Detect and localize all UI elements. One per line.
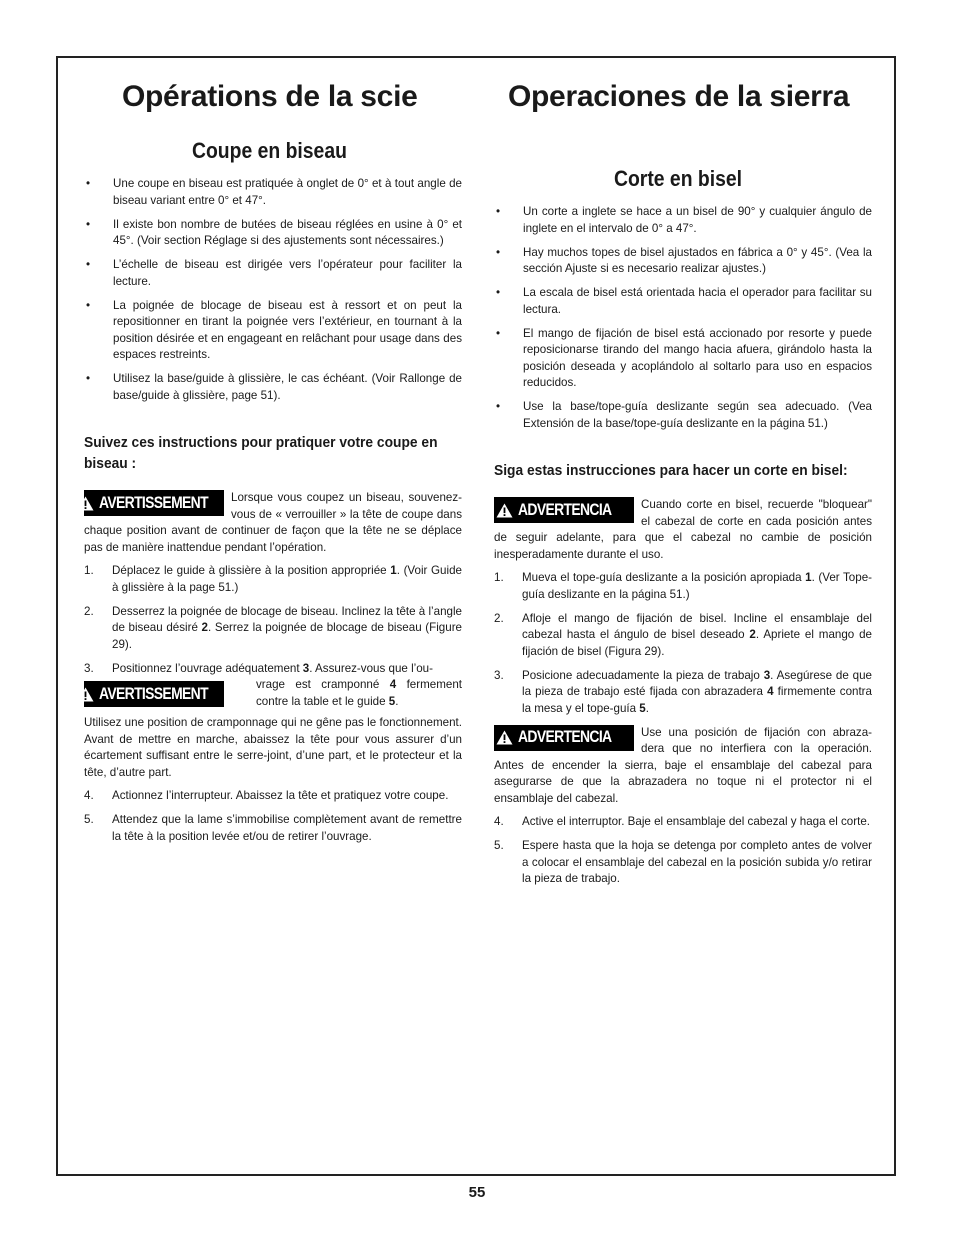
warning-triangle-icon [77,687,94,702]
list-item: • L’échelle de biseau est dirigée vers l’opérateur pour faciliter la lecture. [86,258,462,288]
list-item: • Un corte a inglete se hace a un bisel de 90° y cualquier ángulo de inglete en el intervalo de 0° a 47°. [496,205,872,235]
list-item: • Use la base/tope-guía deslizante según sea adecuado. (Vea Extensión de la base/tope-guía deslizante en la página 51.) [496,400,872,430]
french-title: Opérations de la scie [122,80,418,113]
list-item: • El mango de fijación de bisel está accionado por resorte y puede reposicionarse tirando del mango hacia afuera, girándolo hasta la posición deseada y acoplándolo al soltarlo para uso en espacios reducidos. [496,326,872,389]
bullet-glyph: • [86,258,91,271]
bullet-glyph: • [86,217,91,231]
warning-label: ADVERTENCIA [518,499,612,519]
bullet-glyph: • [496,205,501,218]
spanish-subtitle: Corte en bisel [614,166,743,191]
warning-badge [494,725,634,751]
list-item: • Il existe bon nombre de butées de biseau réglées en usine à 0° et 45°. (Voir section Réglage si des ajustements sont nécessaires.) [86,217,462,247]
warning-badge [84,681,224,707]
list-item: • La poignée de blocage de biseau est à ressort et on peut la repositionner en tirant la poignée vers l’extérieur, en tournant à la position désirée et en engageant en relâchant pour usage dans des espaces restreints. [86,298,462,361]
list-item: • La escala de bisel está orientada hacia el operador para facilitar su lectura. [496,286,872,316]
warning-label: AVERTISSEMENT [98,492,208,512]
bullet-glyph: • [86,177,91,190]
warning-label: ADVERTENCIA [518,727,612,747]
step-3-continued: vrage est cramponné 4 fermement contre la table et le guide 5. [256,678,462,708]
warning-text: Utilisez une position de cramponnage qui ne gêne pas le fonctionnement. Avant de mettre en marche, abaissez la tête pour vous assurer d’un écartement suffisant entre le serre-joint, d’une part, et le protecteur et la tête, d’autre part. [84,716,462,779]
list-item: 4. Active el interruptor. Baje el ensamblaje del cabezal y haga el corte. [494,815,871,828]
spanish-instructions-heading: Siga estas instrucciones para hacer un corte en bisel: [494,462,848,479]
list-item: 2. Afloje el mango de fijación de bisel. Incline el ensamblaje del cabezal hasta el ángulo de bisel deseado 2. Apriete el mango de fijación de bisel (Figura 29). [494,611,873,658]
french-steps [84,563,462,677]
list-item: 4. Actionnez l’interrupteur. Abaissez la tête et pratiquez votre coupe. [84,789,449,802]
spanish-title: Operaciones de la sierra [508,80,850,113]
bullet-glyph: • [496,286,501,299]
spanish-content [494,204,872,895]
list-item: 1. Mueva el tope-guía deslizante a la posición apropiada 1. (Ver Tope-guía deslizante en la página 51.) [494,571,873,601]
warning-text: Cuando corte en bisel, recuerde "bloquear" el cabezal de corte en cada posición antes de seguir adelante, para que el cabezal no cambie de posición inesperadamente durante el uso. [494,498,872,561]
warning-triangle-icon [496,730,513,745]
list-item: • Hay muchos topes de bisel ajustados en fábrica a 0° y 45°. (Vea la sección Ajuste si es necesario realizar ajustes.) [496,245,872,275]
warning-triangle-icon [496,503,513,518]
spanish-bullet-list [494,204,872,432]
bullet-glyph: • [86,372,91,385]
list-item: 3. Posicione adecuadamente la pieza de trabajo 3. Asegúrese de que la pieza de trabajo esté fijada con abrazadera 4 firmemente contra la mesa y el tope-guía 5. [494,668,872,715]
list-item: 5. Espere hasta que la hoja se detenga por completo antes de volver a colocar el ensamblaje del cabezal en la posición subida y/o retirar la pieza de trabajo. [494,839,872,885]
spanish-steps-continued [494,814,872,888]
page-number: 55 [468,1184,486,1201]
list-item: 5. Attendez que la lame s’immobilise complètement avant de remettre la tête à la position levée et/ou de retirer l’ouvrage. [84,813,462,843]
french-subtitle: Coupe en biseau [192,138,347,163]
warning-label: AVERTISSEMENT [98,683,208,703]
warning-text: Use una posición de fijación con abraza-dera que no interfiera con la operación. Antes de encender la sierra, baje el ensamblaje del cabezal para asegurarse de que la abrazadera no toque ni el protector ni el ensamblaje del cabezal. [494,725,872,805]
list-item: 2. Desserrez la poignée de blocage de biseau. Inclinez la tête à l’angle de biseau désiré 2. Serrez la poignée de blocage de biseau (Figure 29). [84,604,462,651]
page-frame [56,56,896,1176]
warning-badge [494,497,634,523]
french-warning-2 [84,677,462,781]
list-item: 3. Positionnez l’ouvrage adéquatement 3. Assurez-vous que l’ou- [84,661,433,675]
bullet-glyph: • [496,245,501,259]
list-item: 1. Déplacez le guide à glissière à la position appropriée 1. (Voir Guide à glissière à la page 51.) [84,564,462,594]
french-warning-1 [84,490,462,556]
warning-triangle-icon [77,496,94,511]
french-steps-continued [84,788,462,845]
french-bullet-list [84,176,462,404]
warning-badge [84,490,224,516]
list-item: • Une coupe en biseau est pratiquée à onglet de 0° et à tout angle de biseau variant entre 0° et 47°. [86,177,462,207]
spanish-steps [494,570,872,717]
bullet-glyph: • [86,298,91,312]
spanish-warning-1 [494,497,872,563]
list-item: • Utilisez la base/guide à glissière, le cas échéant. (Voir Rallonge de base/guide à glissière, page 51). [86,372,462,402]
bullet-glyph: • [496,400,501,413]
spanish-warning-2 [494,725,872,808]
french-instructions-heading: Suivez ces instructions pour pratiquer votre coupe en biseau : [84,434,438,472]
french-content [84,176,462,853]
warning-text: Lorsque vous coupez un biseau, souvenez-vous de « verrouiller » la tête de coupe dans chaque position avant de continuer de façon que la tête ne se déplace pas de manière inattendue pendant l’opération. [84,491,462,554]
bullet-glyph: • [496,326,501,340]
